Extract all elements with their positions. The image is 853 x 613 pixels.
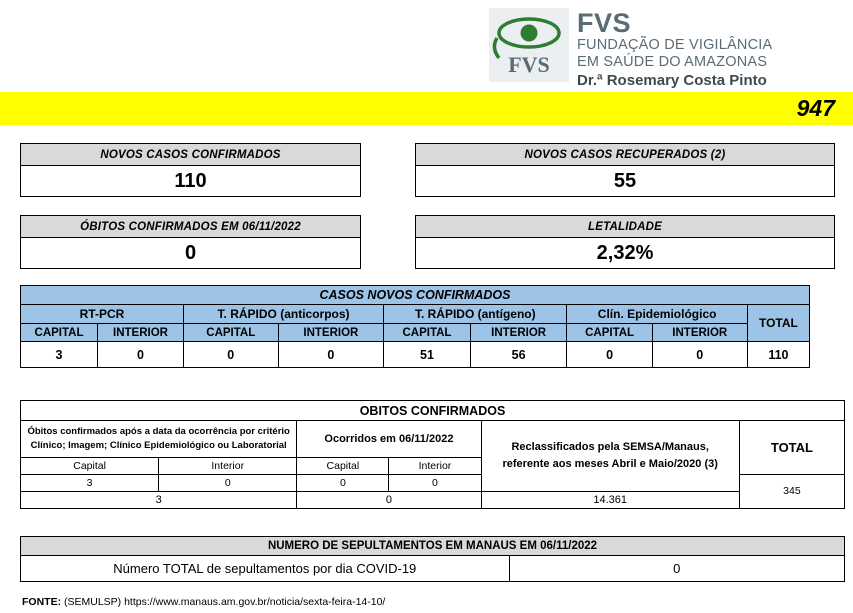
kpi-confirmed-deaths [20, 215, 361, 269]
deaths-subtotal-occurred: 0 [297, 491, 481, 508]
footer-label: FONTE: [22, 596, 62, 608]
bulletin-banner [0, 92, 853, 125]
footer-source: (SEMULSP) https://www.manaus.am.gov.br/noticia/sexta-feira-14-10/ [64, 596, 386, 608]
source-footer [22, 596, 385, 608]
kpi-label: ÓBITOS CONFIRMADOS EM 06/11/2022 [21, 216, 360, 238]
deaths-criteria-line-2: Clínico; Imagem; Clínico Epidemiológico ou Laboratorial [30, 439, 287, 451]
reclassified-line-1: Reclassificados pela SEMSA/Manaus, [511, 441, 709, 454]
group-header-clinical-epi: Clín. Epidemiológico [567, 305, 747, 324]
subheader-interior-4: INTERIOR [652, 324, 747, 342]
table-row [21, 342, 810, 368]
deaths-value-interior-2: 0 [389, 474, 481, 491]
group-header-rapid-antibody: T. RÁPIDO (anticorpos) [183, 305, 383, 324]
deaths-subheader-capital-1: Capital [21, 457, 159, 474]
cell-value-8: 0 [652, 342, 747, 368]
logo-line-1: FUNDAÇÃO DE VIGILÂNCIA [577, 37, 773, 53]
deaths-total-value: 14.361 [481, 491, 739, 508]
burials-table [20, 536, 845, 582]
reclassified-line-2: referente aos meses Abril e Maio/2020 (3) [502, 457, 718, 470]
table-group-header-row [21, 305, 810, 324]
deaths-table-title-row [21, 401, 845, 421]
kpi-value: 110 [174, 169, 207, 192]
burials-header-row [21, 537, 845, 556]
kpi-new-recovered-cases [415, 143, 835, 197]
deaths-subtotal-criteria: 3 [21, 491, 297, 508]
deaths-total-header: TOTAL [739, 421, 844, 475]
cell-value-7: 0 [567, 342, 652, 368]
deaths-subheader-interior-2: Interior [389, 457, 481, 474]
confirmed-deaths-table [20, 400, 845, 509]
kpi-value: 2,32% [596, 241, 654, 264]
deaths-subheader-capital-2: Capital [297, 457, 389, 474]
subheader-interior-2: INTERIOR [278, 324, 384, 342]
burials-title: NUMERO DE SEPULTAMENTOS EM MANAUS EM 06/11/2022 [21, 537, 845, 556]
cell-value-3: 0 [183, 342, 278, 368]
cell-value-2: 0 [98, 342, 184, 368]
new-confirmed-cases-table [20, 285, 810, 368]
burials-row-label: Número TOTAL de sepultamentos por dia COVID-19 [21, 556, 510, 582]
logo-acronym: FVS [577, 8, 632, 38]
cell-value-1: 3 [21, 342, 98, 368]
group-header-total: TOTAL [747, 305, 809, 342]
cell-value-4: 0 [278, 342, 384, 368]
logo-line-3: Dr.ª Rosemary Costa Pinto [577, 72, 767, 90]
deaths-criteria-line-1: Óbitos confirmados após a data da ocorrência por critério [27, 426, 290, 437]
fvs-mark-text: FVS [508, 52, 550, 77]
deaths-reclassified-header [481, 421, 739, 492]
logo-line-2: EM SAÚDE DO AMAZONAS [577, 53, 768, 70]
deaths-value-interior-1: 0 [159, 474, 297, 491]
subheader-capital-4: CAPITAL [567, 324, 652, 342]
cell-value-6: 56 [470, 342, 567, 368]
fvs-logo [489, 8, 772, 91]
deaths-reclassified-value: 345 [739, 474, 844, 508]
subheader-capital-2: CAPITAL [183, 324, 278, 342]
group-header-rtpcr: RT-PCR [21, 305, 184, 324]
cell-total: 110 [747, 342, 809, 368]
deaths-occurred-header: Ocorridos em 06/11/2022 [297, 421, 481, 458]
bulletin-number: 947 [796, 95, 835, 121]
table-title-row [21, 286, 810, 305]
deaths-subheader-interior-1: Interior [159, 457, 297, 474]
subheader-interior-3: INTERIOR [470, 324, 567, 342]
deaths-criteria-header [21, 421, 297, 458]
subheader-interior-1: INTERIOR [98, 324, 184, 342]
kpi-label: LETALIDADE [416, 216, 834, 238]
subheader-capital-1: CAPITAL [21, 324, 98, 342]
kpi-value: 55 [613, 169, 637, 192]
burials-data-row [21, 556, 845, 582]
document-header [0, 0, 853, 92]
kpi-label: NOVOS CASOS RECUPERADOS (2) [416, 144, 834, 166]
kpi-label: NOVOS CASOS CONFIRMADOS [21, 144, 360, 166]
table-title: CASOS NOVOS CONFIRMADOS [21, 286, 810, 305]
kpi-value: 0 [184, 241, 197, 264]
deaths-subtotal-row [21, 491, 845, 508]
deaths-table-title: OBITOS CONFIRMADOS [21, 401, 845, 421]
burials-row-value: 0 [509, 556, 844, 582]
deaths-table-header-row [21, 421, 845, 458]
kpi-lethality [415, 215, 835, 269]
deaths-value-capital-2: 0 [297, 474, 389, 491]
subheader-capital-3: CAPITAL [384, 324, 471, 342]
deaths-value-capital-1: 3 [21, 474, 159, 491]
kpi-new-confirmed-cases [20, 143, 361, 197]
cell-value-5: 51 [384, 342, 471, 368]
group-header-rapid-antigen: T. RÁPIDO (antígeno) [384, 305, 567, 324]
fvs-eye-logo-icon [489, 8, 569, 82]
table-subheader-row [21, 324, 810, 342]
